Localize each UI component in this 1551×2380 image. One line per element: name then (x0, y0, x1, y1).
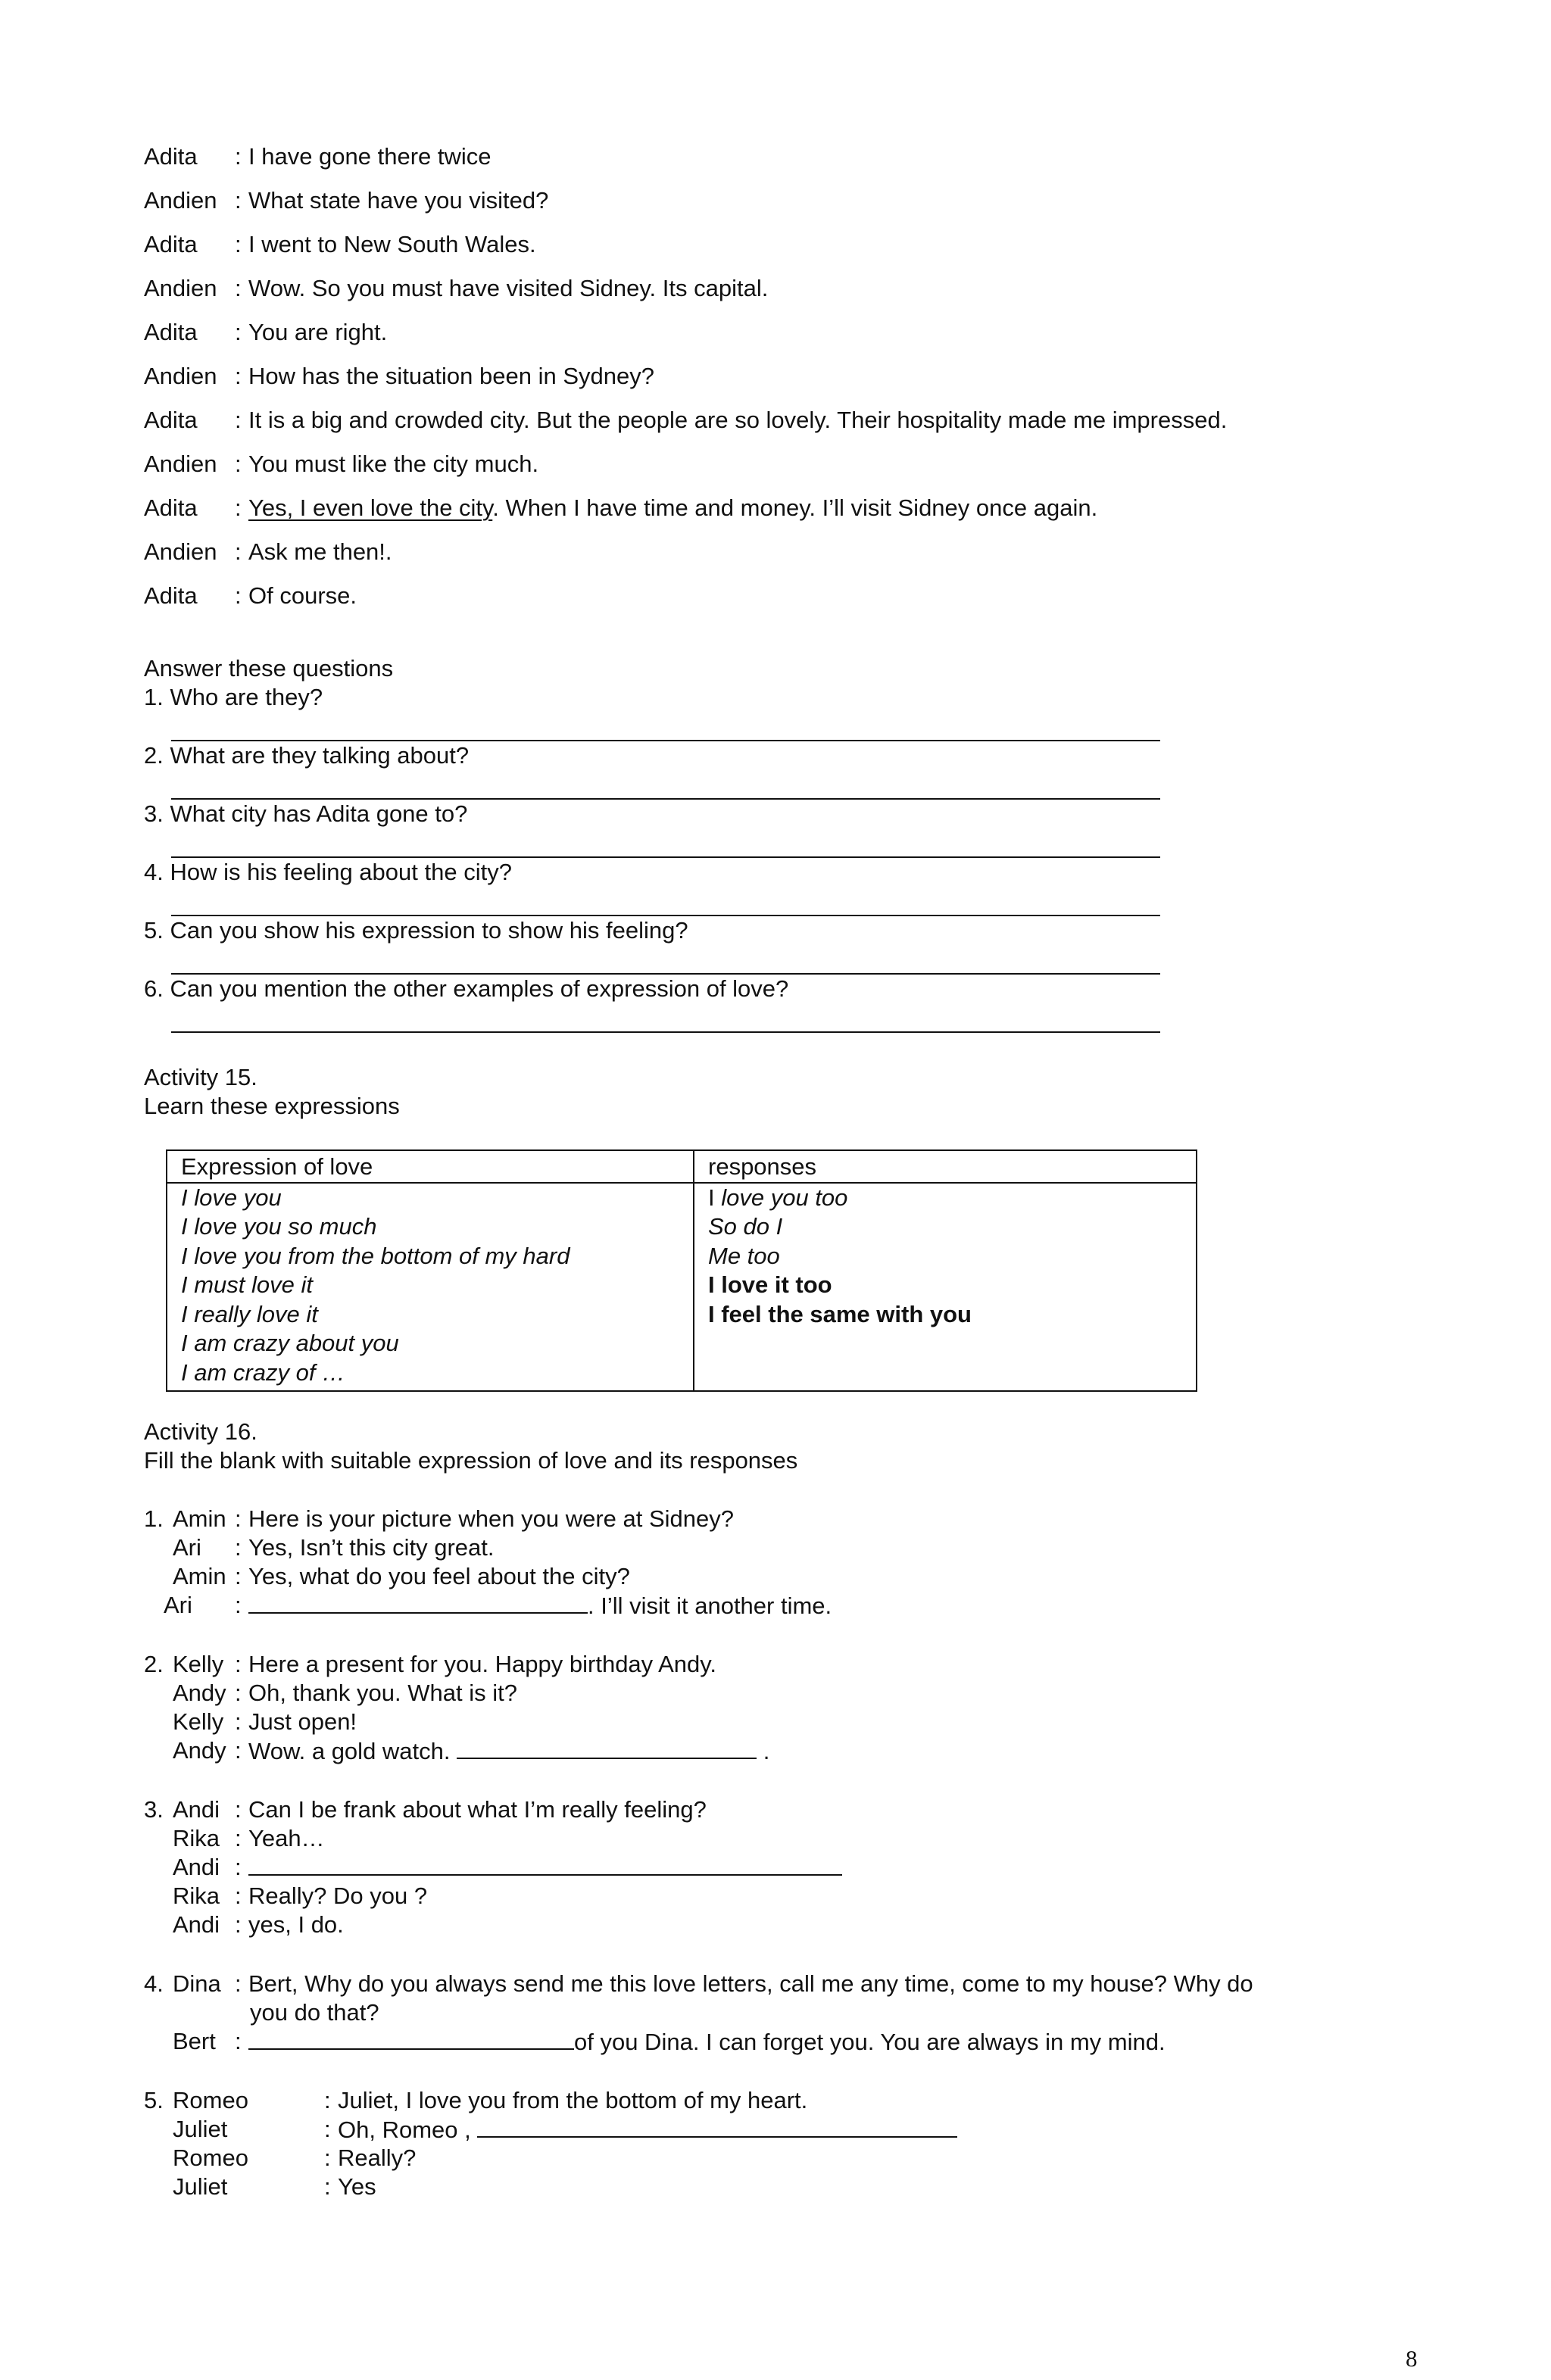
dialogue-line: Andien : How has the situation been in Sydney? (144, 363, 654, 389)
speaker-name: Adita (144, 319, 198, 345)
response-item: So do I (708, 1213, 783, 1240)
dialogue-text: What state have you visited? (248, 187, 549, 214)
fill-blank[interactable] (477, 2115, 957, 2138)
page-number: 8 (1406, 2345, 1418, 2372)
dialogue-text: Yes, what do you feel about the city? (248, 1563, 630, 1589)
speaker-name: Romeo (173, 2087, 248, 2113)
dialogue-text: Oh, thank you. What is it? (248, 1680, 517, 1706)
speaker-name: Rika (173, 1882, 220, 1909)
dialogue-line: Adita : It is a big and crowded city. But the people are so lovely. Their hospitality made me impressed. (144, 407, 1228, 433)
answer-line[interactable] (171, 1031, 1160, 1033)
underlined-expression: Yes, I even love the city (248, 494, 493, 521)
exercise-number: 2. (144, 1651, 164, 1677)
dialogue-line: Adita : I went to New South Wales. (144, 231, 536, 257)
speaker-name: Andy (173, 1680, 226, 1706)
dialogue-line: Andien : Wow. So you must have visited Sidney. Its capital. (144, 275, 769, 301)
exercise-number: 4. (144, 1970, 164, 1997)
dialogue-text: Juliet, I love you from the bottom of my heart. (338, 2087, 808, 2113)
dialogue-text: You must like the city much. (248, 451, 539, 477)
dialogue-text: Wow. a gold watch. . (248, 1738, 770, 1764)
fill-blank[interactable] (248, 2027, 574, 2050)
activity-instruction: Fill the blank with suitable expression of love and its responses (144, 1447, 798, 1474)
dialogue-text: of you Dina. I can forget you. You are always in my mind. (248, 2027, 1166, 2057)
dialogue-line: Andien : You must like the city much. (144, 451, 539, 477)
dialogue-text: It is a big and crowded city. But the people are so lovely. Their hospitality made me impressed. (248, 407, 1228, 433)
speaker-name: Dina (173, 1970, 221, 1997)
question: 6. Can you mention the other examples of expression of love? (144, 975, 789, 1002)
dialogue-text: I have gone there twice (248, 143, 492, 170)
exercise-number: 3. (144, 1796, 164, 1823)
dialogue-text: Oh, Romeo , (338, 2115, 957, 2144)
table-header-row (167, 1150, 1197, 1183)
dialogue-text: You are right. (248, 319, 388, 345)
speaker-name: Kelly (173, 1708, 224, 1735)
activity-title: Activity 16. (144, 1418, 257, 1445)
speaker-name: Kelly (173, 1651, 224, 1677)
speaker-name: Ari (173, 1534, 201, 1561)
dialogue-line: Andien : What state have you visited? (144, 187, 549, 214)
fill-blank[interactable] (248, 1853, 842, 1876)
dialogue-text: Really? Do you ? (248, 1882, 428, 1909)
dialogue-text: Just open! (248, 1708, 357, 1735)
dialogue-line: Adita : Yes, I even love the city. When I have time and money. I’ll visit Sidney once again. (144, 494, 1098, 521)
fill-blank[interactable] (248, 1591, 588, 1614)
speaker-name: Amin (173, 1563, 226, 1589)
speaker-name: Juliet (173, 2116, 228, 2142)
dialogue-line: Andien : Ask me then!. (144, 538, 392, 565)
expression-item: I must love it (181, 1271, 313, 1298)
speaker-name: Rika (173, 1825, 220, 1851)
dialogue-text: Here is your picture when you were at Sidney? (248, 1505, 734, 1532)
activity-title: Activity 15. (144, 1064, 257, 1090)
dialogue-text: Bert, Why do you always send me this love letters, call me any time, come to my house? Why do (248, 1970, 1253, 1997)
dialogue-line: Adita : You are right. (144, 319, 388, 345)
speaker-name: Adita (144, 231, 198, 257)
fill-blank[interactable] (457, 1736, 757, 1759)
dialogue-text: Really? (338, 2144, 417, 2171)
expression-item: I love you from the bottom of my hard (181, 1242, 570, 1269)
speaker-name: Romeo (173, 2144, 248, 2171)
response-item: Me too (708, 1242, 780, 1269)
speaker-name: Adita (144, 494, 198, 521)
speaker-name: Andien (144, 187, 217, 214)
speaker-name: Andy (173, 1737, 226, 1764)
exercise-number: 5. (144, 2087, 164, 2113)
column-header-expression: Expression of love (167, 1150, 694, 1183)
dialogue-text (248, 1853, 842, 1882)
expression-item: I love you (181, 1184, 282, 1211)
expression-item: I am crazy about you (181, 1330, 399, 1356)
expression-item: I really love it (181, 1300, 318, 1327)
dialogue-text: How has the situation been in Sydney? (248, 363, 654, 389)
dialogue-text: . I’ll visit it another time. (248, 1591, 832, 1620)
dialogue-text: I went to New South Wales. (248, 231, 536, 257)
speaker-name: Adita (144, 582, 198, 609)
speaker-name: Andi (173, 1854, 220, 1880)
speaker-name: Andi (173, 1911, 220, 1938)
question: 5. Can you show his expression to show his feeling? (144, 917, 688, 944)
column-header-responses: responses (694, 1150, 1197, 1183)
speaker-name: Andien (144, 451, 217, 477)
expression-item: I love you so much (181, 1213, 377, 1240)
speaker-name: Andien (144, 275, 217, 301)
expressions-cell (167, 1183, 694, 1392)
expressions-table (166, 1149, 1197, 1392)
question: 3. What city has Adita gone to? (144, 800, 468, 827)
question: 2. What are they talking about? (144, 742, 470, 769)
dialogue-text: Yeah… (248, 1825, 325, 1851)
dialogue-text: Ask me then!. (248, 538, 392, 565)
speaker-name: Andien (144, 363, 217, 389)
dialogue-text: you do that? (250, 1999, 379, 2026)
worksheet-page: Adita : I have gone there twice Andien : What state have you visited? Adita : I went to New South Wales. Andien : Wow. So you must have visited Sidney. Its capital. Adita : You are right. Andien : How has the situation been in Sydney? Adita : It is a big and crowded city. But the people are so lovely. Their hospitality made me impressed. Andien : You must like the city much. Adita : Yes, I even love the city. When I have time and money. I’ll visit Sidney once again. Andien : Ask me then!. Adita : Of course. Answer these questions 1. Who are they? 2. What are they talking about? 3. What city has Adita gone to? 4. How is his feeling about the city? 5. Can you show his expression to show his feeling? 6. Can you mention the other examples of expression of love? Activity 15. Learn these expressions Expression of love responses I love you I love you so much I love you from the bottom of my hard I must love it I really love it I am crazy about you I am crazy of … I love you too So do I Me too I love it too I feel the same with you Activity 16. Fill the blank with suitable expression of love and its responses 1. Amin : Here is your picture when you were at Sidney? Ari : Yes, Isn’t this city great. Amin : Yes, what do you feel about the city? Ari : . I’ll visit it another time. 2. Kelly : Here a present for you. Happy birthday Andy. Andy : Oh, thank you. What is it? Kelly : Just open! Andy : Wow. a gold watch. . 3. Andi : Can I be frank about what I’m really feeling? Rika : Yeah… Andi : Rika : Really? Do you ? Andi : yes, I do. 4. Dina : Bert, Why do you always send me this love letters, call me any time, come to my house? Why do you do that? Bert : of you Dina. I can forget you. You are always in my mind. 5. Romeo : Juliet, I love you from the bottom of my heart. Juliet : Oh, Romeo , Romeo : Really? Juliet : Yes 8 (0, 0, 1551, 2380)
expression-item: I am crazy of … (181, 1358, 346, 1386)
dialogue-text: yes, I do. (248, 1911, 344, 1938)
speaker-name: Adita (144, 143, 198, 170)
speaker-name: Bert (173, 2028, 216, 2054)
speaker-name: Andi (173, 1796, 220, 1823)
dialogue-text: Here a present for you. Happy birthday Andy. (248, 1651, 717, 1677)
dialogue-line: Adita : I have gone there twice (144, 143, 492, 170)
dialogue-text: Can I be frank about what I’m really feeling? (248, 1796, 707, 1823)
dialogue-text: Yes, I even love the city. When I have time and money. I’ll visit Sidney once again. (248, 494, 1098, 521)
response-item: I love you too (708, 1184, 848, 1211)
dialogue-text: Of course. (248, 582, 357, 609)
questions-heading: Answer these questions (144, 655, 394, 682)
question: 4. How is his feeling about the city? (144, 859, 512, 885)
response-item: I love it too (708, 1271, 832, 1298)
question: 1. Who are they? (144, 684, 323, 710)
dialogue-line: Adita : Of course. (144, 582, 357, 609)
response-item: I feel the same with you (708, 1300, 972, 1327)
activity-instruction: Learn these expressions (144, 1093, 400, 1119)
responses-cell (694, 1183, 1197, 1392)
speaker-name: Adita (144, 407, 198, 433)
dialogue-text: Yes, Isn’t this city great. (248, 1534, 495, 1561)
speaker-name: Andien (144, 538, 217, 565)
speaker-name: Juliet (173, 2173, 228, 2200)
table-row (167, 1183, 1197, 1392)
speaker-name: Amin (173, 1505, 226, 1532)
exercise-number: 1. (144, 1505, 164, 1532)
dialogue-text: Wow. So you must have visited Sidney. Its capital. (248, 275, 769, 301)
dialogue-text: Yes (338, 2173, 376, 2200)
speaker-name: Ari (164, 1592, 192, 1618)
